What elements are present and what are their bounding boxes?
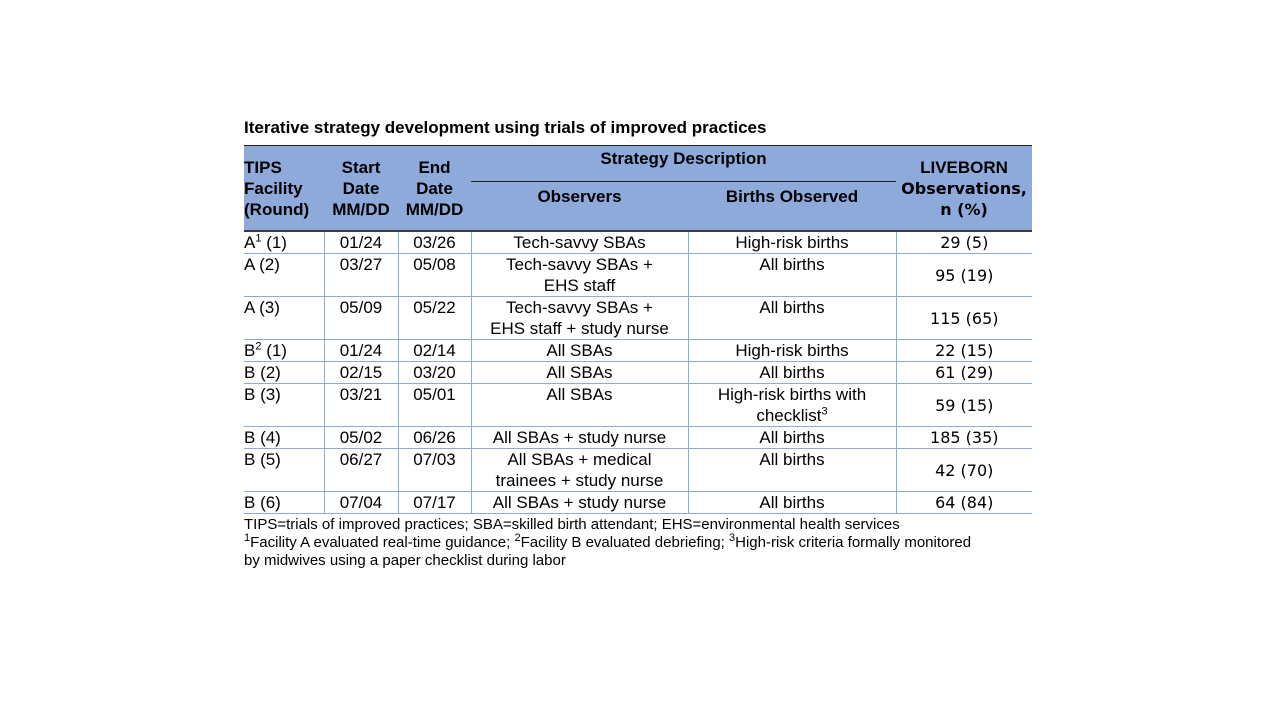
cell-liveborn-observations: 185 (35) xyxy=(896,427,1032,449)
cell-births-observed: High-risk births with checklist$^3$ xyxy=(688,384,896,427)
cell-facility-round: $B^2$ (1) xyxy=(244,340,324,362)
cell-facility-round: A (3) xyxy=(244,297,324,340)
cell-facility-round: B (3) xyxy=(244,384,324,427)
cell-births-observed: All births xyxy=(688,297,896,340)
cell-births-observed: All births xyxy=(688,449,896,492)
cell-observers: All SBAs xyxy=(471,384,688,427)
header-liveborn-observations: LIVEBORN Observations, n (%) xyxy=(896,146,1032,232)
cell-end-date: 03/20 xyxy=(398,362,471,384)
table-container xyxy=(244,118,1032,570)
cell-observers: All SBAs + medical trainees + study nurse xyxy=(471,449,688,492)
cell-end-date: 05/22 xyxy=(398,297,471,340)
table-row xyxy=(244,340,1032,362)
header-start-date: Start Date MM/DD xyxy=(324,146,398,232)
cell-births-observed: All births xyxy=(688,427,896,449)
table-row xyxy=(244,254,1032,297)
table-footnotes xyxy=(244,516,1032,570)
cell-observers: Tech-savvy SBAs + EHS staff + study nurse xyxy=(471,297,688,340)
cell-start-date: 06/27 xyxy=(324,449,398,492)
cell-liveborn-observations: 115 (65) xyxy=(896,297,1032,340)
footnote-abbreviations: TIPS=trials of improved practices; SBA=skilled birth attendant; EHS=environmental health services xyxy=(244,516,900,533)
cell-end-date: 05/01 xyxy=(398,384,471,427)
cell-liveborn-observations: 29 (5) xyxy=(896,231,1032,254)
table-row xyxy=(244,231,1032,254)
cell-liveborn-observations: 95 (19) xyxy=(896,254,1032,297)
cell-facility-round: $A^1$ (1) xyxy=(244,231,324,254)
cell-end-date: 05/08 xyxy=(398,254,471,297)
cell-start-date: 05/09 xyxy=(324,297,398,340)
cell-start-date: 01/24 xyxy=(324,231,398,254)
cell-end-date: 07/03 xyxy=(398,449,471,492)
cell-liveborn-observations: 42 (70) xyxy=(896,449,1032,492)
cell-observers: All SBAs + study nurse xyxy=(471,427,688,449)
cell-facility-round: A (2) xyxy=(244,254,324,297)
header-strategy-description: Strategy Description xyxy=(471,146,896,183)
cell-births-observed: High-risk births xyxy=(688,340,896,362)
table-row xyxy=(244,449,1032,492)
cell-observers: All SBAs + study nurse xyxy=(471,492,688,514)
header-observers: Observers xyxy=(471,182,688,231)
cell-end-date: 03/26 xyxy=(398,231,471,254)
cell-births-observed: All births xyxy=(688,254,896,297)
table-row xyxy=(244,427,1032,449)
table-caption: Iterative strategy development using trials of improved practices xyxy=(244,118,767,137)
cell-end-date: 02/14 xyxy=(398,340,471,362)
table-row xyxy=(244,362,1032,384)
cell-end-date: 07/17 xyxy=(398,492,471,514)
cell-observers: Tech-savvy SBAs + EHS staff xyxy=(471,254,688,297)
cell-start-date: 02/15 xyxy=(324,362,398,384)
cell-births-observed: All births xyxy=(688,492,896,514)
header-end-date: End Date MM/DD xyxy=(398,146,471,232)
header-births-observed: Births Observed xyxy=(688,182,896,231)
header-tips-facility-round: TIPS Facility (Round) xyxy=(244,146,324,232)
table-row xyxy=(244,297,1032,340)
table-row xyxy=(244,492,1032,514)
cell-start-date: 01/24 xyxy=(324,340,398,362)
cell-liveborn-observations: 59 (15) xyxy=(896,384,1032,427)
cell-start-date: 05/02 xyxy=(324,427,398,449)
cell-liveborn-observations: 64 (84) xyxy=(896,492,1032,514)
cell-liveborn-observations: 22 (15) xyxy=(896,340,1032,362)
table-body xyxy=(244,231,1032,514)
cell-start-date: 03/21 xyxy=(324,384,398,427)
cell-liveborn-observations: 61 (29) xyxy=(896,362,1032,384)
cell-observers: All SBAs xyxy=(471,362,688,384)
cell-births-observed: All births xyxy=(688,362,896,384)
cell-facility-round: B (6) xyxy=(244,492,324,514)
table-row xyxy=(244,384,1032,427)
strategy-table xyxy=(244,145,1032,514)
cell-facility-round: B (2) xyxy=(244,362,324,384)
cell-end-date: 06/26 xyxy=(398,427,471,449)
cell-facility-round: B (5) xyxy=(244,449,324,492)
cell-observers: Tech-savvy SBAs xyxy=(471,231,688,254)
cell-start-date: 03/27 xyxy=(324,254,398,297)
cell-facility-round: B (4) xyxy=(244,427,324,449)
footnote-numbered: $^1$Facility A evaluated real-time guidance; $^2$Facility B evaluated debriefing; $^3$High-risk criteria formally monitored xyxy=(244,532,972,551)
cell-births-observed: High-risk births xyxy=(688,231,896,254)
cell-start-date: 07/04 xyxy=(324,492,398,514)
footnote-continuation: by midwives using a paper checklist during labor xyxy=(244,552,566,569)
cell-observers: All SBAs xyxy=(471,340,688,362)
